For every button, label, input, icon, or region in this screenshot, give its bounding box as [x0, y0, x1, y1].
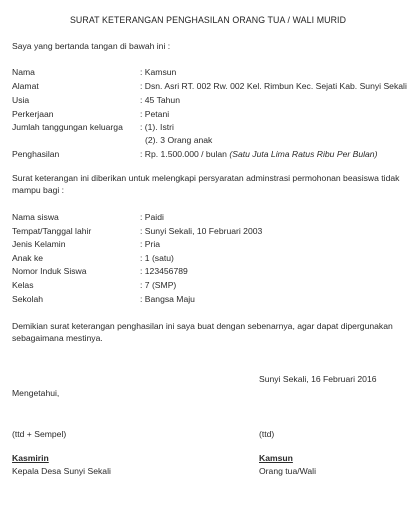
- field-label: Kelas: [12, 280, 34, 290]
- left-signatory-role: Kepala Desa Sunyi Sekali: [12, 466, 111, 476]
- intro-text: Saya yang bertanda tangan di bawah ini :: [12, 41, 171, 51]
- place-date: Sunyi Sekali, 16 Februari 2016: [259, 374, 377, 384]
- field-label: Usia: [12, 95, 30, 105]
- right-sign-note: (ttd): [259, 429, 275, 439]
- field-label: Anak ke: [12, 253, 44, 263]
- parent-row-job: [12, 108, 412, 120]
- field-label: Alamat: [12, 81, 39, 91]
- field-value: (2). 3 Orang anak: [145, 135, 213, 145]
- left-signatory-name: Kasmirin: [12, 453, 49, 463]
- field-value: : Dsn. Asri RT. 002 Rw. 002 Kel. Rimbun Kec. Sejati Kab. Sunyi Sekali: [140, 81, 407, 91]
- student-row-class: [12, 279, 412, 291]
- field-value: : Kamsun: [140, 67, 177, 77]
- field-value: [140, 148, 377, 160]
- letter-title: SURAT KETERANGAN PENGHASILAN ORANG TUA / WALI MURID: [69, 15, 347, 25]
- field-label: Jumlah tanggungan keluarga: [12, 122, 123, 132]
- closing-text: Demikian surat keterangan penghasilan ini saya buat dengan sebenarnya, agar dapat dipergunakan sebagaimana mestinya.: [12, 321, 393, 343]
- student-row-gender: [12, 238, 412, 250]
- field-value: : Pria: [140, 239, 161, 249]
- right-signatory-role: Orang tua/Wali: [259, 466, 316, 476]
- student-row-school: [12, 293, 412, 305]
- parent-row-income: [12, 148, 412, 160]
- left-sign-note: (ttd + Sempel): [12, 429, 67, 439]
- field-label: Penghasilan: [12, 149, 60, 159]
- income-in-words: (Satu Juta Lima Ratus Ribu Per Bulan): [229, 149, 378, 159]
- student-row-birth: [12, 225, 412, 237]
- parent-row-address: [12, 80, 412, 92]
- field-value: : (1). Istri: [140, 122, 174, 132]
- field-value: : 1 (satu): [140, 253, 174, 263]
- purpose-text: Surat keterangan ini diberikan untuk melengkapi persyaratan adminstrasi permohonan beasiswa tidak mampu bagi :: [12, 173, 400, 195]
- field-label: Sekolah: [12, 294, 44, 304]
- field-value: : Bangsa Maju: [140, 294, 195, 304]
- parent-row-dependents-cont: [12, 134, 412, 146]
- field-label: Nama: [12, 67, 35, 77]
- student-row-name: [12, 211, 412, 223]
- student-row-child-order: [12, 252, 412, 264]
- field-label: Jenis Kelamin: [12, 239, 66, 249]
- income-amount: : Rp. 1.500.000 / bulan: [140, 149, 227, 159]
- parent-row-age: [12, 94, 412, 106]
- field-value: : 7 (SMP): [140, 280, 177, 290]
- parent-row-name: [12, 66, 412, 78]
- field-value: : Petani: [140, 109, 170, 119]
- field-label: Nomor Induk Siswa: [12, 266, 87, 276]
- field-value: : 45 Tahun: [140, 95, 180, 105]
- field-value: : 123456789: [140, 266, 188, 276]
- parent-row-dependents: [12, 121, 412, 133]
- field-label: Nama siswa: [12, 212, 59, 222]
- field-label: Tempat/Tanggal lahir: [12, 226, 92, 236]
- field-label: Perkerjaan: [12, 109, 54, 119]
- acknowledged-label: Mengetahui,: [12, 388, 60, 398]
- right-signatory-name: Kamsun: [259, 453, 293, 463]
- field-value: : Paidi: [140, 212, 164, 222]
- field-value: : Sunyi Sekali, 10 Februari 2003: [140, 226, 263, 236]
- student-row-nis: [12, 265, 412, 277]
